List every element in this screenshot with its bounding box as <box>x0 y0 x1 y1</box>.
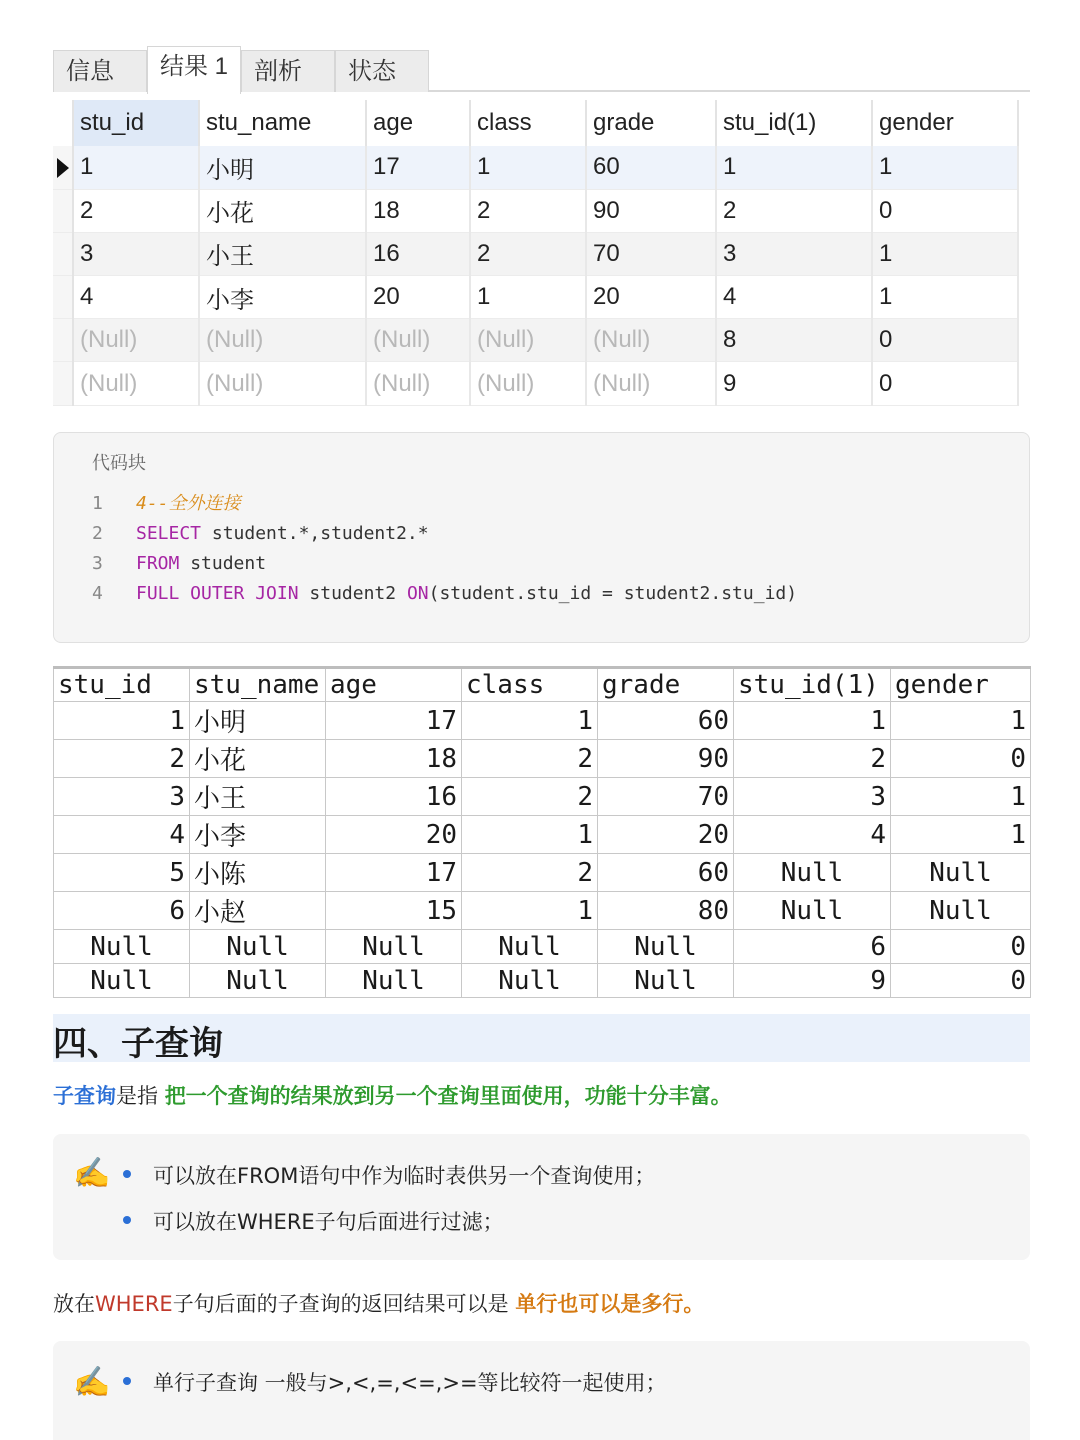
para-text: 放在 <box>53 1292 95 1316</box>
table-cell[interactable]: 70 <box>586 232 716 275</box>
table-cell[interactable]: 2 <box>716 189 872 232</box>
table-cell: Null <box>891 854 1031 892</box>
table-cell[interactable]: 4 <box>73 276 199 319</box>
table-cell: 1 <box>54 702 190 740</box>
result-grid-2 <box>53 666 1031 998</box>
table-cell: 4 <box>54 816 190 854</box>
table-cell[interactable]: (Null) <box>366 362 470 405</box>
table-cell: 3 <box>54 778 190 816</box>
table-cell: Null <box>326 964 462 998</box>
subquery-result-paragraph <box>53 1288 704 1318</box>
table-cell: 小陈 <box>190 854 326 892</box>
table-cell: 1 <box>891 702 1031 740</box>
row-marker <box>53 146 73 189</box>
tab-info[interactable]: 信息 <box>53 50 147 92</box>
result-grid-1 <box>53 100 1019 406</box>
table-cell: 60 <box>598 702 734 740</box>
tab-result-1[interactable]: 结果 1 <box>147 46 241 94</box>
table-cell: 18 <box>326 740 462 778</box>
para-text: 子句后面的子查询的返回结果可以是 <box>172 1292 516 1316</box>
table-cell[interactable]: 2 <box>73 189 199 232</box>
where-keyword: WHERE <box>95 1292 173 1316</box>
column-header: grade <box>598 668 734 702</box>
table-cell: 4 <box>734 816 891 854</box>
column-header: gender <box>891 668 1031 702</box>
table-cell[interactable]: 60 <box>586 146 716 189</box>
table-cell: 15 <box>326 892 462 930</box>
table-cell[interactable]: 18 <box>366 189 470 232</box>
table-cell[interactable]: (Null) <box>199 319 366 362</box>
table-cell: 0 <box>891 740 1031 778</box>
table-cell: Null <box>54 964 190 998</box>
row-marker <box>53 232 73 275</box>
line-number: 4 <box>92 583 103 604</box>
table-row <box>54 854 1031 892</box>
intro-term: 子查询 <box>53 1084 116 1108</box>
code-line <box>92 489 241 519</box>
code-line <box>92 549 266 579</box>
sql-keyword: FULL OUTER JOIN <box>136 583 299 604</box>
column-header: age <box>326 668 462 702</box>
table-cell: Null <box>891 892 1031 930</box>
table-cell[interactable]: (Null) <box>73 319 199 362</box>
table-cell: 60 <box>598 854 734 892</box>
table-cell[interactable]: (Null) <box>470 319 586 362</box>
note-item: 可以放在WHERE子句后面进行过滤； <box>153 1210 504 1234</box>
table-cell: Null <box>462 964 598 998</box>
code-text: student.*,student2.* <box>201 523 429 544</box>
table-cell[interactable]: (Null) <box>199 362 366 405</box>
table-cell: 小王 <box>190 778 326 816</box>
table-cell: 2 <box>54 740 190 778</box>
table-cell: 2 <box>734 740 891 778</box>
table-cell: 2 <box>462 854 598 892</box>
note-item: 单行子查询 一般与>,<,=,<=,>=等比较符一起使用； <box>153 1371 667 1395</box>
writing-hand-icon: ✍️ <box>73 1365 111 1400</box>
table-cell[interactable]: 小明 <box>199 146 366 189</box>
table-cell: 2 <box>462 740 598 778</box>
table-cell: 0 <box>891 930 1031 964</box>
table-cell[interactable]: 16 <box>366 232 470 275</box>
table-cell[interactable]: 小王 <box>199 232 366 275</box>
table-cell[interactable]: 1 <box>872 232 1018 275</box>
table-row[interactable] <box>53 232 1018 275</box>
writing-hand-icon: ✍️ <box>73 1156 111 1191</box>
row-marker <box>53 319 73 362</box>
row-marker <box>53 189 73 232</box>
note-item: 可以放在FROM语句中作为临时表供另一个查询使用； <box>153 1164 656 1188</box>
table-cell: Null <box>190 964 326 998</box>
table-cell[interactable]: 0 <box>872 189 1018 232</box>
table-cell: 1 <box>462 702 598 740</box>
column-header: stu_id <box>54 668 190 702</box>
table-cell: 1 <box>891 778 1031 816</box>
table-cell[interactable]: 0 <box>872 362 1018 405</box>
table-cell[interactable]: 2 <box>470 189 586 232</box>
table-cell: 2 <box>462 778 598 816</box>
table-cell: 6 <box>734 930 891 964</box>
table-cell: 5 <box>54 854 190 892</box>
table-row <box>54 740 1031 778</box>
bullet-icon <box>123 1377 131 1385</box>
intro-mid: 是指 <box>116 1084 165 1108</box>
code-comment: 4--全外连接 <box>136 493 241 514</box>
result-tabs <box>53 46 1030 92</box>
column-header[interactable]: stu_id(1) <box>716 100 872 146</box>
table-cell: 17 <box>326 854 462 892</box>
table-row <box>54 778 1031 816</box>
column-header[interactable]: grade <box>586 100 716 146</box>
table-row[interactable] <box>53 276 1018 319</box>
table-cell[interactable]: 20 <box>586 276 716 319</box>
table-cell[interactable]: 8 <box>716 319 872 362</box>
note-box-2 <box>53 1341 1030 1440</box>
code-block <box>53 432 1030 643</box>
table-cell: 1 <box>462 892 598 930</box>
table-cell: 80 <box>598 892 734 930</box>
sql-keyword: SELECT <box>136 523 202 544</box>
table-cell: Null <box>190 930 326 964</box>
table-cell[interactable]: 2 <box>470 232 586 275</box>
table-cell[interactable]: 1 <box>872 146 1018 189</box>
row-marker <box>53 276 73 319</box>
column-header: stu_name <box>190 668 326 702</box>
table-cell[interactable]: 小花 <box>199 189 366 232</box>
intro-emphasis: 把一个查询的结果放到另一个查询里面使用，功能十分丰富。 <box>164 1084 732 1108</box>
code-line <box>92 579 797 609</box>
table-cell: 1 <box>734 702 891 740</box>
table-cell[interactable]: 3 <box>716 232 872 275</box>
column-header[interactable]: stu_name <box>199 100 366 146</box>
table-cell[interactable]: 9 <box>716 362 872 405</box>
table-cell: 小李 <box>190 816 326 854</box>
table-cell: Null <box>734 892 891 930</box>
line-number: 1 <box>92 493 103 514</box>
table-cell[interactable]: 90 <box>586 189 716 232</box>
section-heading: 四、子查询 <box>53 1024 223 1064</box>
table-cell: 16 <box>326 778 462 816</box>
table-row[interactable] <box>53 146 1018 189</box>
tab-profile[interactable]: 剖析 <box>241 50 335 92</box>
table-cell: 90 <box>598 740 734 778</box>
intro-paragraph <box>53 1080 732 1110</box>
bullet-icon <box>123 1170 131 1178</box>
grid-header-row <box>54 668 1031 702</box>
code-text: (student.stu_id = student2.stu_id) <box>428 583 798 604</box>
table-cell: 小花 <box>190 740 326 778</box>
table-cell: 3 <box>734 778 891 816</box>
table-row <box>54 964 1031 998</box>
table-cell[interactable]: 1 <box>716 146 872 189</box>
table-cell: 1 <box>891 816 1031 854</box>
table-cell: 20 <box>598 816 734 854</box>
table-row[interactable] <box>53 319 1018 362</box>
table-cell[interactable]: 4 <box>716 276 872 319</box>
table-cell: Null <box>598 930 734 964</box>
table-cell: Null <box>54 930 190 964</box>
table-cell[interactable]: 1 <box>872 276 1018 319</box>
table-cell[interactable]: 小李 <box>199 276 366 319</box>
table-cell: Null <box>462 930 598 964</box>
table-row[interactable] <box>53 189 1018 232</box>
table-cell: 小明 <box>190 702 326 740</box>
table-cell: 70 <box>598 778 734 816</box>
column-header[interactable]: age <box>366 100 470 146</box>
column-header[interactable]: stu_id <box>73 100 199 146</box>
table-cell[interactable]: (Null) <box>73 362 199 405</box>
table-cell[interactable]: 3 <box>73 232 199 275</box>
line-number: 2 <box>92 523 103 544</box>
table-cell[interactable]: 17 <box>366 146 470 189</box>
row-marker <box>53 362 73 405</box>
table-cell[interactable]: (Null) <box>366 319 470 362</box>
bullet-icon <box>123 1216 131 1224</box>
table-cell[interactable]: 0 <box>872 319 1018 362</box>
column-header[interactable]: gender <box>872 100 1018 146</box>
table-row <box>54 892 1031 930</box>
table-cell[interactable]: 1 <box>470 276 586 319</box>
code-line <box>92 519 429 549</box>
row-marker-header <box>53 100 73 146</box>
table-cell[interactable]: (Null) <box>470 362 586 405</box>
table-cell: Null <box>598 964 734 998</box>
table-cell[interactable]: (Null) <box>586 319 716 362</box>
table-cell: 1 <box>462 816 598 854</box>
sql-keyword: ON <box>406 583 429 604</box>
table-cell: 20 <box>326 816 462 854</box>
grid-header-row <box>53 100 1018 146</box>
para-emphasis: 单行也可以是多行。 <box>515 1292 705 1316</box>
table-cell: 0 <box>891 964 1031 998</box>
sql-keyword: FROM <box>136 553 180 574</box>
table-cell: Null <box>734 854 891 892</box>
column-header: class <box>462 668 598 702</box>
line-number: 3 <box>92 553 103 574</box>
code-text: student2 <box>298 583 407 604</box>
column-header: stu_id(1) <box>734 668 891 702</box>
code-text: student <box>179 553 267 574</box>
table-row[interactable] <box>53 362 1018 405</box>
table-cell: 17 <box>326 702 462 740</box>
code-block-label: 代码块 <box>92 453 146 473</box>
note-box-1 <box>53 1134 1030 1260</box>
current-row-arrow-icon <box>57 158 69 178</box>
table-cell[interactable]: (Null) <box>586 362 716 405</box>
table-cell: 9 <box>734 964 891 998</box>
table-row <box>54 816 1031 854</box>
table-cell[interactable]: 20 <box>366 276 470 319</box>
table-row <box>54 930 1031 964</box>
tab-status[interactable]: 状态 <box>335 50 429 92</box>
table-cell[interactable]: 1 <box>470 146 586 189</box>
table-cell: Null <box>326 930 462 964</box>
table-row <box>54 702 1031 740</box>
table-cell[interactable]: 1 <box>73 146 199 189</box>
column-header[interactable]: class <box>470 100 586 146</box>
table-cell: 小赵 <box>190 892 326 930</box>
table-cell: 6 <box>54 892 190 930</box>
